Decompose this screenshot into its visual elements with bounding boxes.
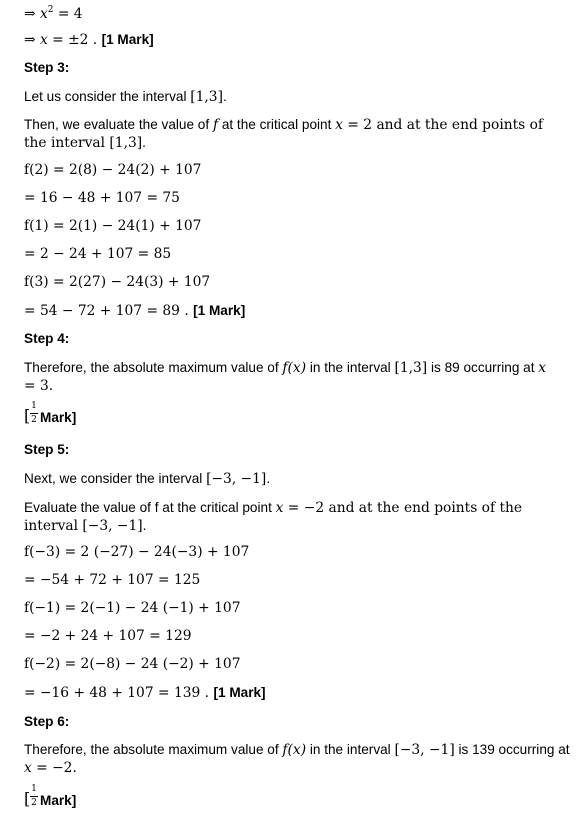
text: Then, we evaluate the value of [24, 117, 213, 132]
var-x: x [275, 500, 284, 516]
numerator: 1 [31, 784, 37, 794]
half-fraction [30, 785, 38, 808]
text: = −2. [31, 760, 77, 776]
eq-f3: f(3) = 2(27) − 24(3) + 107 [24, 274, 211, 290]
eq-f-neg2: f(−2) = 2(−8) − 24 (−2) + 107 [24, 656, 241, 672]
eq-f3-result [24, 302, 245, 320]
mark-label: [1 Mark] [193, 303, 246, 318]
step-5-interval-text [24, 470, 270, 488]
interval: [1,3] [109, 135, 143, 151]
implies-x-squared [24, 2, 83, 23]
eq-f2-result: = 16 − 48 + 107 = 75 [24, 190, 180, 206]
text: Evaluate the value of f at the critical point [24, 500, 276, 515]
text: in the interval [306, 742, 395, 757]
interval: [1,3] [394, 360, 428, 376]
var-x: x [24, 760, 32, 776]
step-6-heading: Step 6: [24, 714, 70, 729]
implies-symbol: ⇒ [24, 32, 40, 48]
half-fraction [30, 402, 38, 425]
text: is 139 occurring at [454, 742, 570, 757]
text: in the interval [306, 360, 395, 375]
var-x: x [538, 360, 547, 376]
step-3-interval-text [24, 88, 227, 106]
numerator: 1 [31, 401, 37, 411]
text: . [266, 471, 271, 486]
text: . [222, 89, 227, 104]
mark-label: Mark] [40, 793, 77, 808]
interval: [−3, −1] [82, 518, 143, 534]
eq-f2: f(2) = 2(8) − 24(2) + 107 [24, 162, 202, 178]
var-x: x [39, 32, 48, 48]
step-6-text [24, 741, 572, 777]
eq-f-neg1-result: = −2 + 24 + 107 = 129 [24, 628, 192, 644]
denominator: 2 [31, 798, 37, 808]
eq-f1: f(1) = 2(1) − 24(1) + 107 [24, 218, 202, 234]
step-5-heading: Step 5: [24, 442, 70, 457]
eq-f1-result: = 2 − 24 + 107 = 85 [24, 246, 172, 262]
text: Let us consider the interval [24, 89, 191, 104]
step-3-heading: Step 3: [24, 60, 70, 75]
text: . [142, 518, 147, 533]
mark-label: [1 Mark] [213, 685, 266, 700]
eq-f-neg2-result [24, 684, 266, 702]
eq-f-neg3-result: = −54 + 72 + 107 = 125 [24, 572, 201, 588]
interval: [−3, −1] [394, 742, 455, 758]
text: Therefore, the absolute maximum value of [24, 742, 283, 757]
step-3-then-text [24, 116, 554, 152]
equals-pm2: = ±2 . [47, 32, 102, 48]
implies-symbol: ⇒ [24, 6, 40, 22]
implies-x-pm2 [24, 31, 154, 49]
text: = −2 and at the end points of the interval [24, 500, 523, 534]
var-x: x [39, 6, 48, 22]
text: Therefore, the absolute maximum value of [24, 360, 283, 375]
text: is 89 occurring at [427, 360, 539, 375]
text: at the critical point [218, 117, 336, 132]
interval: [1,3] [190, 89, 223, 105]
step-4-heading: Step 4: [24, 331, 70, 346]
equals-four: = 4 [53, 6, 83, 22]
equation: = −16 + 48 + 107 = 139 . [24, 685, 214, 701]
eq-f-neg3: f(−3) = 2 (−27) − 24(−3) + 107 [24, 544, 250, 560]
mark-label: [1 Mark] [101, 32, 154, 47]
text: Next, we consider the interval [24, 471, 207, 486]
var-x: x [335, 117, 343, 133]
var-fx: f(x) [282, 360, 307, 376]
step-5-evaluate-text [24, 499, 554, 535]
denominator: 2 [31, 415, 37, 425]
equation: = 54 − 72 + 107 = 89 . [24, 303, 194, 319]
var-fx: f(x) [282, 742, 307, 758]
var-f: f [212, 117, 219, 133]
bracket: [ [24, 406, 31, 425]
text: = 3. [24, 378, 54, 394]
interval: [−3, −1] [206, 471, 267, 487]
text: = 2 and at the end points of the interval [24, 117, 544, 151]
bracket: [ [24, 789, 31, 808]
eq-f-neg1: f(−1) = 2(−1) − 24 (−1) + 107 [24, 600, 241, 616]
step-4-text [24, 359, 554, 395]
exponent: 2 [47, 5, 54, 15]
mark-label: Mark] [40, 410, 77, 425]
text: . [142, 135, 146, 150]
